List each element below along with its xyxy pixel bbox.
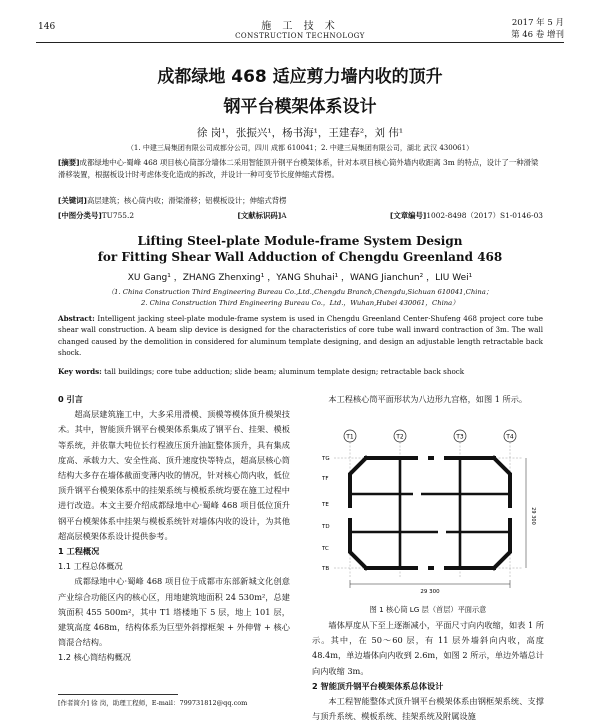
figure-intro-text: 本工程核心筒平面形状为八边形九宫格，如图 1 所示。 bbox=[328, 394, 528, 404]
title-cn-line1: 成都绿地 468 适应剪力墙内收的顶升 bbox=[157, 67, 443, 87]
authors-cn: 徐 岗¹，张振兴¹，杨书海¹，王建春²，刘 伟¹ bbox=[196, 127, 404, 139]
abstract-en-text: Intelligent jacking steel-plate module-frame system is used in Chengdu Greenland Center·Shufeng 468 project core tube shear wall construction. A beam slip device is designed for the characteristics of core tube wall inward contraction of 3m. The wall changed caused by the demolition in considered for aluminum template designing, and design an adjustable length retractable back shock. bbox=[58, 314, 543, 357]
grid-label-t4: T4 bbox=[506, 433, 514, 441]
doc-code bbox=[237, 210, 286, 221]
section-1-heading: 1 工程概况 bbox=[58, 546, 100, 557]
grid-label-te: TE bbox=[322, 502, 329, 508]
keywords-cn-label: [关键词] bbox=[58, 196, 87, 205]
section-0-heading: 0 引言 bbox=[58, 394, 83, 404]
journal-name-en: CONSTRUCTION TECHNOLOGY bbox=[235, 32, 365, 40]
footnote-rule bbox=[58, 694, 178, 695]
keywords-en bbox=[58, 367, 543, 376]
keywords-cn bbox=[58, 195, 543, 206]
dimension-left: 29 300 bbox=[530, 507, 536, 525]
body-left-column bbox=[58, 392, 290, 666]
section-0-paragraph: 超高层建筑施工中，大多采用滑模、顶模等模体顶升模架技术。其中，智能顶升钢平台模架体系集成了钢平台、挂架、模板等系统，并依靠大吨位长行程液压顶升油缸整体顶升，具有集成度高、承载力大、安全性高、顶升速度快等特点，超高层核心筒结构大多存在墙体截面变薄内收的情况，针对核心筒内收，低位顶升钢平台模架体系中的挂架系统与模板系统均要在施工过程中进行改造。本文主要介绍成都绿地中心·蜀峰 468 项目低位顶升钢平台模架体系中挂架与模板系统针对墙体内收的设计，为其他超高层模架体系设计提供参考。 bbox=[58, 409, 290, 541]
affiliation-en-line2: 2. China Construction Third Engineering Bureau Co.，Ltd.，Wuhan,Hubei 430061，China） bbox=[141, 298, 459, 307]
article-no-label: [文章编号] bbox=[389, 211, 427, 220]
core-tube-walls bbox=[350, 458, 510, 568]
authors-en: XU Gang¹ ，ZHANG Zhenxing¹ ，YANG Shuhai¹ ，WANG Jianchun² ，LIU Wei¹ bbox=[127, 273, 473, 283]
classification-row bbox=[58, 210, 543, 221]
grid-label-t3: T3 bbox=[456, 433, 464, 441]
grid-label-tc: TC bbox=[322, 546, 329, 552]
right-paragraph-1: 墙体厚度从下至上逐渐减小，平面尺寸向内收缩，如表 1 所示。其中，在 50～60 层，有 11 层外墙斜向内收，高度 48.4m，单边墙体向内收到 2.6m，如图 2 所示，单边外墙总计向内收缩 3m。 bbox=[312, 620, 544, 676]
issue-info bbox=[511, 17, 564, 41]
issue-date: 2017 年 5 月 bbox=[511, 18, 564, 28]
abstract-en-label: Abstract: bbox=[58, 314, 95, 323]
article-no-value: 1002-8498（2017）S1-0146-03 bbox=[426, 211, 543, 220]
doc-code-value: A bbox=[281, 211, 287, 220]
grid-label-t2: T2 bbox=[396, 433, 404, 441]
article-number bbox=[390, 210, 543, 221]
clc-number bbox=[58, 210, 134, 221]
grid-label-td: TD bbox=[322, 524, 330, 530]
core-tube-floor-plan-figure bbox=[318, 428, 538, 596]
doc-code-label: [文献标识码] bbox=[237, 211, 282, 220]
affiliation-en bbox=[60, 287, 540, 308]
abstract-en bbox=[58, 313, 543, 358]
affiliation-en-line1: （1. China Construction Third Engineering Bureau Co.,Ltd.,Chengdu Branch,Chengdu,Sichuan 610041,China； bbox=[107, 288, 493, 296]
grid-top-labels bbox=[344, 430, 516, 442]
abstract-cn-label: [摘要] bbox=[58, 158, 80, 167]
wall-openings bbox=[347, 455, 513, 571]
section-1-2-heading: 1.2 核心筒结构概况 bbox=[58, 652, 131, 663]
grid-label-tf: TF bbox=[322, 476, 329, 482]
grid-label-tg: TG bbox=[322, 456, 330, 462]
clc-label: [中图分类号] bbox=[58, 211, 102, 220]
keywords-en-label: Key words: bbox=[58, 367, 102, 376]
grid-left-labels bbox=[321, 456, 330, 572]
section-1-1-paragraph: 成都绿地中心·蜀峰 468 项目位于成都市东部新城文化创意产业综合功能区内的核心区，用地建筑地面积 24 530m²，总建筑面积 455 500m²，其中 T1 塔楼地下 5 层，地上 101 层，建筑高度 468m，结构体系为巨型外斜撑框架 + 外伸臂 + 核心筒混合结构。 bbox=[58, 576, 290, 648]
section-2-heading: 2 智能顶升钢平台模架体系总体设计 bbox=[312, 680, 444, 691]
figure-caption: 图 1 核心筒 LG 层（首层）平面示意 bbox=[369, 605, 487, 614]
journal-name-cn: 施 工 技 术 bbox=[261, 21, 339, 32]
body-right-column bbox=[312, 618, 544, 724]
right-paragraph-2: 本工程智能整体式顶升钢平台模架体系由钢框架系统、支撑与顶升系统、模板系统、挂架系统及附属设施 bbox=[312, 696, 544, 722]
abstract-cn bbox=[58, 157, 543, 182]
interior-walls bbox=[350, 458, 510, 568]
keywords-en-text: tall buildings; core tube adduction; slide beam; aluminum template design; retractable back shock bbox=[104, 367, 465, 376]
abstract-cn-text: 成都绿地中心·蜀峰 468 项目核心筒部分墙体二采用智能顶升钢平台模架体系，针对本项目核心筒外墙内收距离 3m 的特点，设计了一种滑梁滑移装置，根据板设计时考虑体变化造成的拆改，并设计一种可变节长度伸缩式背楞。 bbox=[58, 158, 539, 180]
dimension-bottom: 29 300 bbox=[420, 589, 440, 595]
title-en-line2: for Fitting Shear Wall Adduction of Chengdu Greenland 468 bbox=[97, 250, 503, 264]
page-number: 146 bbox=[38, 22, 56, 32]
issue-volume: 第 46 卷 增刊 bbox=[511, 30, 564, 40]
title-en-line1: Lifting Steel-plate Module-frame System Design bbox=[137, 234, 463, 248]
grid-label-t1: T1 bbox=[346, 433, 354, 441]
clc-value: TU755.2 bbox=[101, 211, 135, 220]
affiliation-cn: （1. 中建三局集团有限公司成都分公司，四川 成都 610041；2. 中建三局集团有限公司，湖北 武汉 430061） bbox=[126, 144, 474, 152]
grid-label-tb: TB bbox=[322, 566, 330, 572]
section-1-1-heading: 1.1 工程总体概况 bbox=[58, 561, 123, 572]
paper-title-en bbox=[40, 233, 560, 265]
title-cn-line2: 钢平台模架体系设计 bbox=[223, 97, 377, 117]
header-rule bbox=[36, 42, 564, 43]
keywords-cn-text: 高层建筑；核心筒内收；滑梁滑移；铝模板设计；伸缩式背楞 bbox=[86, 196, 287, 205]
paper-title-cn bbox=[60, 62, 540, 122]
author-footnote: [作者简介] 徐 岗，助理工程师，E-mail：799731812@qq.com bbox=[58, 699, 248, 707]
journal-header bbox=[180, 17, 420, 40]
